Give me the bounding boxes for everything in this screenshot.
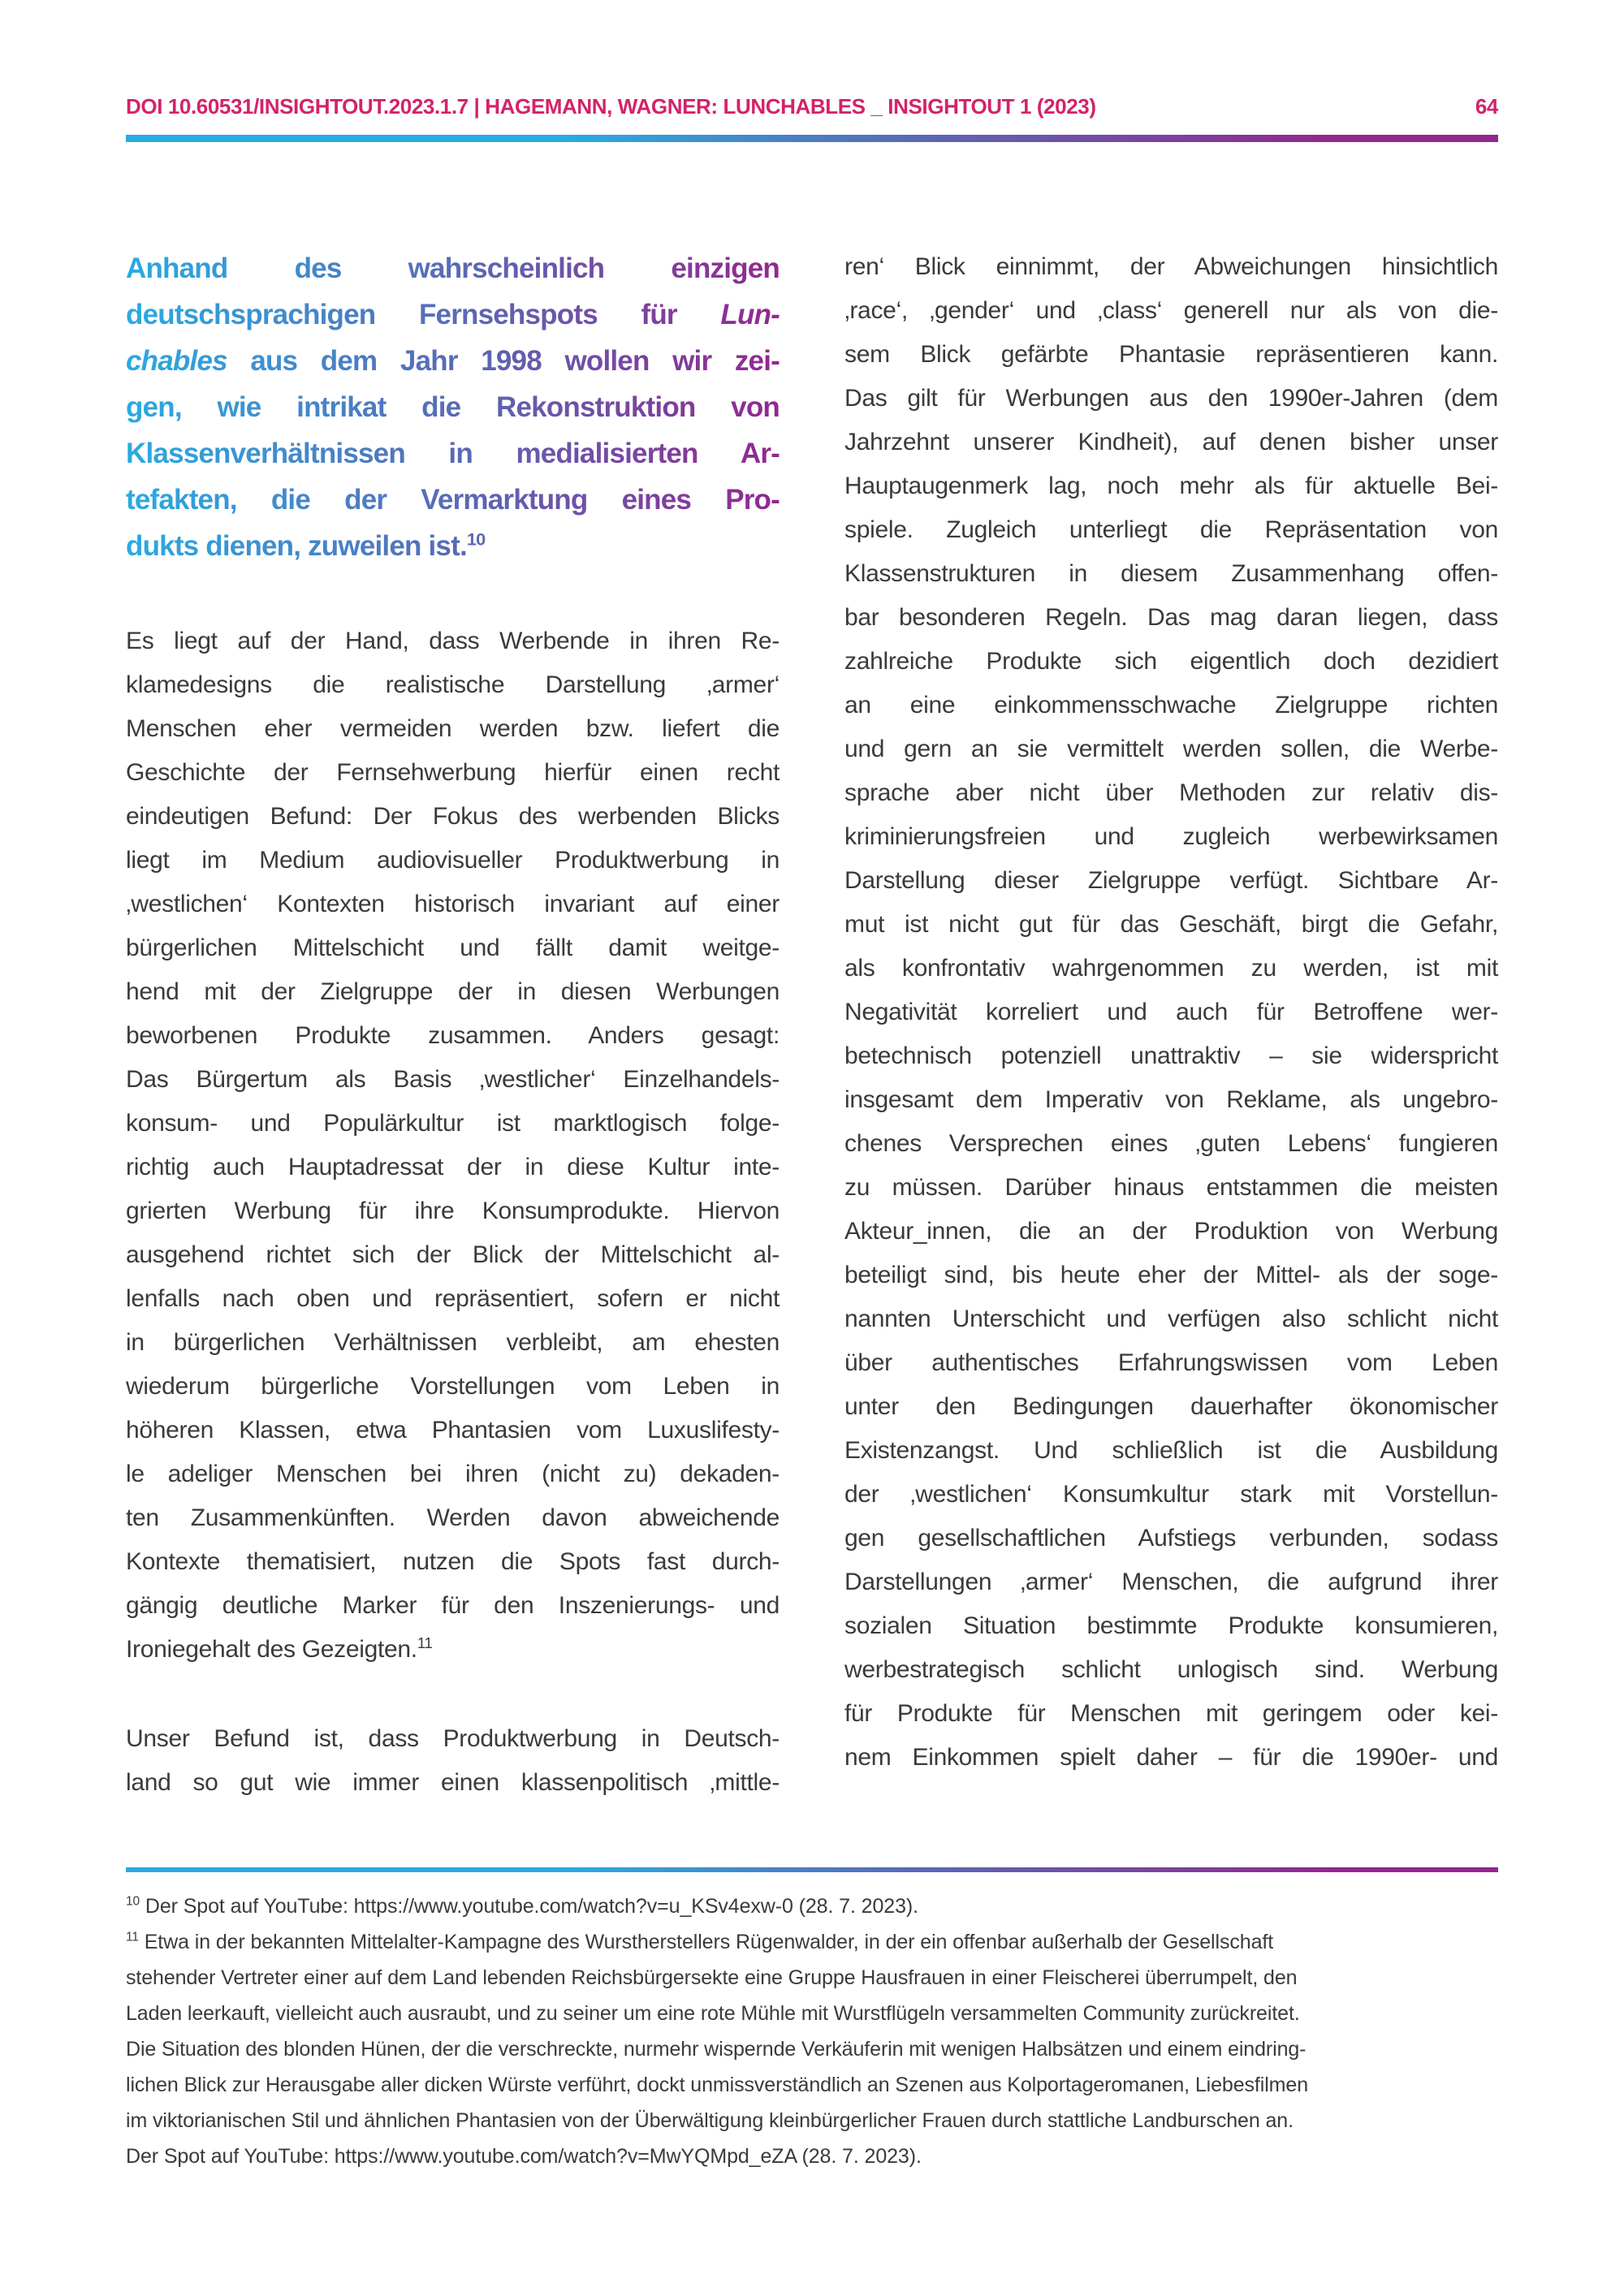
footnote-line [126,1924,1498,1960]
footnote-ref: 10 [466,529,486,550]
footnote-line: Laden leerkauft, vielleicht auch ausraubt, und zu seiner um eine rote Mühle mit Wurstflügeln versammelten Community zurückreitet. [126,2002,1300,2025]
column-right-body [844,245,1498,1780]
footnote-ref: 11 [126,1930,139,1944]
body-line: für Produkte für Menschen mit geringem oder kei- [844,1700,1498,1727]
lead-line: Klassenverhältnissen in medialisierten Ar- [126,438,780,469]
body-line: unter den Bedingungen dauerhafter ökonomischer [844,1393,1498,1420]
page-header [126,94,1498,119]
body-line: höheren Klassen, etwa Phantasien vom Luxuslifesty- [126,1417,780,1444]
footnote-11 [126,1924,1498,2174]
footnote-line: im viktorianischen Stil und ähnlichen Phantasien von der Überwältigung kleinbürgerlicher Frauen durch stattliche Landburschen an. [126,2109,1294,2132]
paragraph [126,619,780,1672]
doi-citation: DOI 10.60531/INSIGHTOUT.2023.1.7 | HAGEMANN, WAGNER: LUNCHABLES _ INSIGHTOUT 1 (2023) [126,94,1096,119]
footnote-10 [126,1888,1498,1924]
body-line: nannten Unterschicht und verfügen also schlicht nicht [844,1306,1498,1332]
body-line: Menschen eher vermeiden werden bzw. liefert die [126,715,780,742]
footnotes-section [126,1888,1498,2174]
lead-line [126,291,780,338]
body-line: über authentisches Erfahrungswissen vom Leben [844,1349,1498,1376]
lead-line: tefakten, die der Vermarktung eines Pro- [126,484,780,516]
footnote-ref: 10 [126,1894,140,1909]
footnote-rule [126,1867,1498,1872]
footnote-line [126,1888,1498,1924]
body-line: Darstellung dieser Zielgruppe verfügt. Sichtbare Ar- [844,867,1498,894]
body-line: gen gesellschaftlichen Aufstiegs verbunden, sodass [844,1525,1498,1552]
column-right [844,245,1498,1780]
body-line: insgesamt dem Imperativ von Reklame, als ungebro- [844,1086,1498,1113]
text-segment: deutschsprachigen Fernsehspots für [126,299,721,330]
footnote-ref: 11 [417,1634,433,1651]
body-line: Unser Befund ist, dass Produktwerbung in Deutsch- [126,1725,780,1752]
lead-line [126,338,780,384]
body-line: ten Zusammenkünften. Werden davon abweichende [126,1504,780,1531]
body-line: kriminierungsfreien und zugleich werbewirksamen [844,823,1498,850]
body-line: Das gilt für Werbungen aus den 1990er-Jahren (dem [844,385,1498,412]
body-line: klamedesigns die realistische Darstellung ‚armer‘ [126,671,780,698]
text-segment: Etwa in der bekannten Mittelalter-Kampagne des Wurstherstellers Rügenwalder, in der ein offenbar außerhalb der Gesellschaft [138,1931,1274,1953]
body-line: bar besonderen Regeln. Das mag daran liegen, dass [844,604,1498,631]
text-segment: aus dem Jahr 1998 wollen wir zei- [227,345,780,377]
footnote-line: Die Situation des blonden Hünen, der die verschreckte, nurmehr wispernde Verkäuferin mit wenigen Halbsätzen und einem eindring- [126,2038,1307,2061]
lead-line: Anhand des wahrscheinlich einzigen [126,252,780,284]
body-line: land so gut wie immer einen klassenpolitisch ‚mittle- [126,1769,780,1796]
body-line: ausgehend richtet sich der Blick der Mittelschicht al- [126,1241,780,1268]
body-line: werbestrategisch schlicht unlogisch sind. Werbung [844,1656,1498,1683]
body-line: Existenzangst. Und schließlich ist die Ausbildung [844,1437,1498,1464]
body-line: betechnisch potenziell unattraktiv – sie widerspricht [844,1042,1498,1069]
body-line: Klassenstrukturen in diesem Zusammenhang offen- [844,560,1498,587]
body-line: Das Bürgertum als Basis ‚westlicher‘ Einzelhandels- [126,1066,780,1093]
lead-line [126,523,780,569]
body-line: an eine einkommensschwache Zielgruppe richten [844,692,1498,719]
body-line: beteiligt sind, bis heute eher der Mittel- als der soge- [844,1262,1498,1288]
body-line: bürgerlichen Mittelschicht und fällt damit weitge- [126,934,780,961]
footnote-line: Der Spot auf YouTube: https://www.youtube.com/watch?v=MwYQMpd_eZA (28. 7. 2023). [126,2145,922,2168]
footnote-line: stehender Vertreter einer auf dem Land lebenden Reichsbürgersekte eine Gruppe Hausfrauen in einer Fleischerei überrumpelt, den [126,1966,1298,1989]
body-line: beworbenen Produkte zusammen. Anders gesagt: [126,1022,780,1049]
body-line: lenfalls nach oben und repräsentiert, sofern er nicht [126,1285,780,1312]
column-left-body [126,619,780,1805]
body-line: zu müssen. Darüber hinaus entstammen die meisten [844,1174,1498,1201]
body-line: sprache aber nicht über Methoden zur relativ dis- [844,779,1498,806]
body-line: in bürgerlichen Verhältnissen verbleibt, am ehesten [126,1329,780,1356]
body-line: Kontexte thematisiert, nutzen die Spots fast durch- [126,1548,780,1575]
page-number: 64 [1475,94,1498,119]
lead-paragraph [126,245,780,569]
body-line: mut ist nicht gut für das Geschäft, birgt die Gefahr, [844,911,1498,938]
body-line: gängig deutliche Marker für den Inszenierungs- und [126,1592,780,1619]
body-line: Hauptaugenmerk lag, noch mehr als für aktuelle Bei- [844,473,1498,499]
italic-text: chables [126,345,227,377]
body-line: Jahrzehnt unserer Kindheit), auf denen bisher unser [844,429,1498,455]
body-line: eindeutigen Befund: Der Fokus des werbenden Blicks [126,803,780,830]
body-line: wiederum bürgerliche Vorstellungen vom Leben in [126,1373,780,1400]
body-line: spiele. Zugleich unterliegt die Repräsentation von [844,516,1498,543]
body-line: der ‚westlichen‘ Konsumkultur stark mit Vorstellun- [844,1481,1498,1508]
lead-line: gen, wie intrikat die Rekonstruktion von [126,391,780,423]
body-line: Es liegt auf der Hand, dass Werbende in ihren Re- [126,628,780,654]
body-line: sozialen Situation bestimmte Produkte konsumieren, [844,1612,1498,1639]
body-line: als konfrontativ wahrgenommen zu werden, ist mit [844,955,1498,982]
body-line: Geschichte der Fernsehwerbung hierfür einen recht [126,759,780,786]
body-line: hend mit der Zielgruppe der in diesen Werbungen [126,978,780,1005]
italic-text: Lun- [720,299,780,330]
body-line: ren‘ Blick einnimmt, der Abweichungen hinsichtlich [844,253,1498,280]
header-rule [126,135,1498,142]
text-columns [126,245,1498,1805]
body-line: chenes Versprechen eines ‚guten Lebens‘ fungieren [844,1130,1498,1157]
body-line: Negativität korreliert und auch für Betroffene wer- [844,999,1498,1025]
body-line: ‚race‘, ‚gender‘ und ‚class‘ generell nur als von die- [844,297,1498,324]
footnote-line: lichen Blick zur Herausgabe aller dicken Würste verführt, dockt unmissverständlich an Szenen aus Kolportageromanen, Liebesfilmen [126,2074,1308,2096]
text-segment: Ironiegehalt des Gezeigten. [126,1636,417,1663]
body-line: Darstellungen ‚armer‘ Menschen, die aufgrund ihrer [844,1569,1498,1595]
paragraph [126,1717,780,1805]
text-segment: dukts dienen, zuweilen ist. [126,530,467,562]
body-line: sem Blick gefärbte Phantasie repräsentieren kann. [844,341,1498,368]
body-line [126,1628,780,1672]
body-line: konsum- und Populärkultur ist marktlogisch folge- [126,1110,780,1137]
body-line: liegt im Medium audiovisueller Produktwerbung in [126,847,780,874]
body-line: und gern an sie vermittelt werden sollen, die Werbe- [844,736,1498,762]
body-line: richtig auch Hauptadressat der in diese Kultur inte- [126,1154,780,1180]
body-line: nem Einkommen spielt daher – für die 1990er- und [844,1744,1498,1771]
body-line: le adeliger Menschen bei ihren (nicht zu) dekaden- [126,1461,780,1487]
body-line: zahlreiche Produkte sich eigentlich doch dezidiert [844,648,1498,675]
body-line: Akteur_innen, die an der Produktion von Werbung [844,1218,1498,1245]
text-segment: Der Spot auf YouTube: https://www.youtube.com/watch?v=u_KSv4exw-0 (28. 7. 2023). [140,1895,918,1918]
body-line: grierten Werbung für ihre Konsumprodukte. Hiervon [126,1198,780,1224]
body-line: ‚westlichen‘ Kontexten historisch invariant auf einer [126,891,780,917]
column-left [126,245,780,1805]
paragraph [844,245,1498,1780]
